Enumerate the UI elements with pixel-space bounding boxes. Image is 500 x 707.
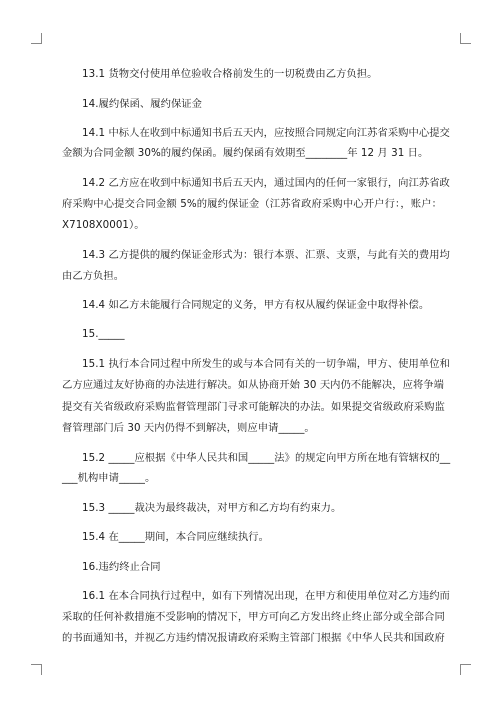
clause-15-1-line-2: 乙方应通过友好协商的办法进行解决。如从协商开始 30 天内仍不能解决，应将争端	[62, 379, 444, 391]
crop-mark-bottom-right	[460, 664, 471, 675]
clause-15-1-line-3: 提交有关省级政府采购监督管理部门寻求可能解决的办法。如果提交省级政府采购监	[62, 401, 445, 413]
clause-16-1-line-2: 采取的任何补救措施不受影响的情况下，甲方可向乙方发出终止终止部分或全部合同	[62, 611, 445, 623]
clause-15-2-line-1: 15.2 _____应根据《中华人民共和国_____法》的规定向甲方所在地有管辖权的__	[82, 452, 451, 464]
clause-15-3: 15.3 _____裁决为最终裁决，对甲方和乙方均有约束力。	[82, 502, 342, 514]
clause-14-2-line-2: 府采购中心提交合同金额 5%的履约保证金（江苏省政府采购中心开户行：，账户：	[62, 198, 442, 210]
clause-15-1-line-1: 15.1 执行本合同过程中所发生的或与本合同有关的一切争端，甲方、使用单位和	[82, 358, 450, 370]
clause-14-3-line-2: 由乙方负担。	[62, 270, 125, 282]
clause-15-4: 15.4 在_____期间，本合同应继续执行。	[82, 531, 269, 543]
clause-16-1-line-1: 16.1 在本合同执行过程中，如有下列情况出现，在甲方和使用单位对乙方违约而	[82, 590, 450, 602]
section-15-heading: 15._____	[82, 328, 125, 340]
clause-13-1: 13.1 货物交付使用单位验收合格前发生的一切税费由乙方负担。	[82, 68, 378, 80]
clause-15-1-line-4: 督管理部门后 30 天内仍得不到解决，则应申请_____。	[62, 422, 315, 434]
clause-14-3-line-1: 14.3 乙方提供的履约保证金形式为：银行本票、汇票、支票，与此有关的费用均	[82, 249, 450, 261]
section-16-heading: 16.违约终止合同	[82, 561, 161, 573]
clause-14-2-line-3: X7108X0001）。	[62, 219, 145, 231]
clause-14-1-line-1: 14.1 中标人在收到中标通知书后五天内，应按照合同规定向江苏省采购中心提交	[82, 127, 450, 139]
clause-14-4: 14.4 如乙方未能履行合同规定的义务，甲方有权从履约保证金中取得补偿。	[82, 299, 430, 311]
crop-mark-top-right	[460, 33, 471, 44]
clause-16-1-line-3: 的书面通知书，并视乙方违约情况报请政府采购主管部门根据《中华人民共和国政府	[62, 632, 445, 644]
crop-mark-bottom-left	[31, 664, 42, 675]
clause-14-2-line-1: 14.2 乙方应在收到中标通知书后五天内，通过国内的任何一家银行，向江苏省政	[82, 177, 450, 189]
crop-mark-top-left	[31, 33, 42, 44]
section-14-heading: 14.履约保函、履约保证金	[82, 98, 202, 110]
clause-15-2-line-2: ___机构申请_____。	[62, 472, 156, 484]
clause-14-1-line-2: 金额为合同金额 30%的履约保函。履约保函有效期至________年 12 月 31 日。	[62, 147, 429, 159]
